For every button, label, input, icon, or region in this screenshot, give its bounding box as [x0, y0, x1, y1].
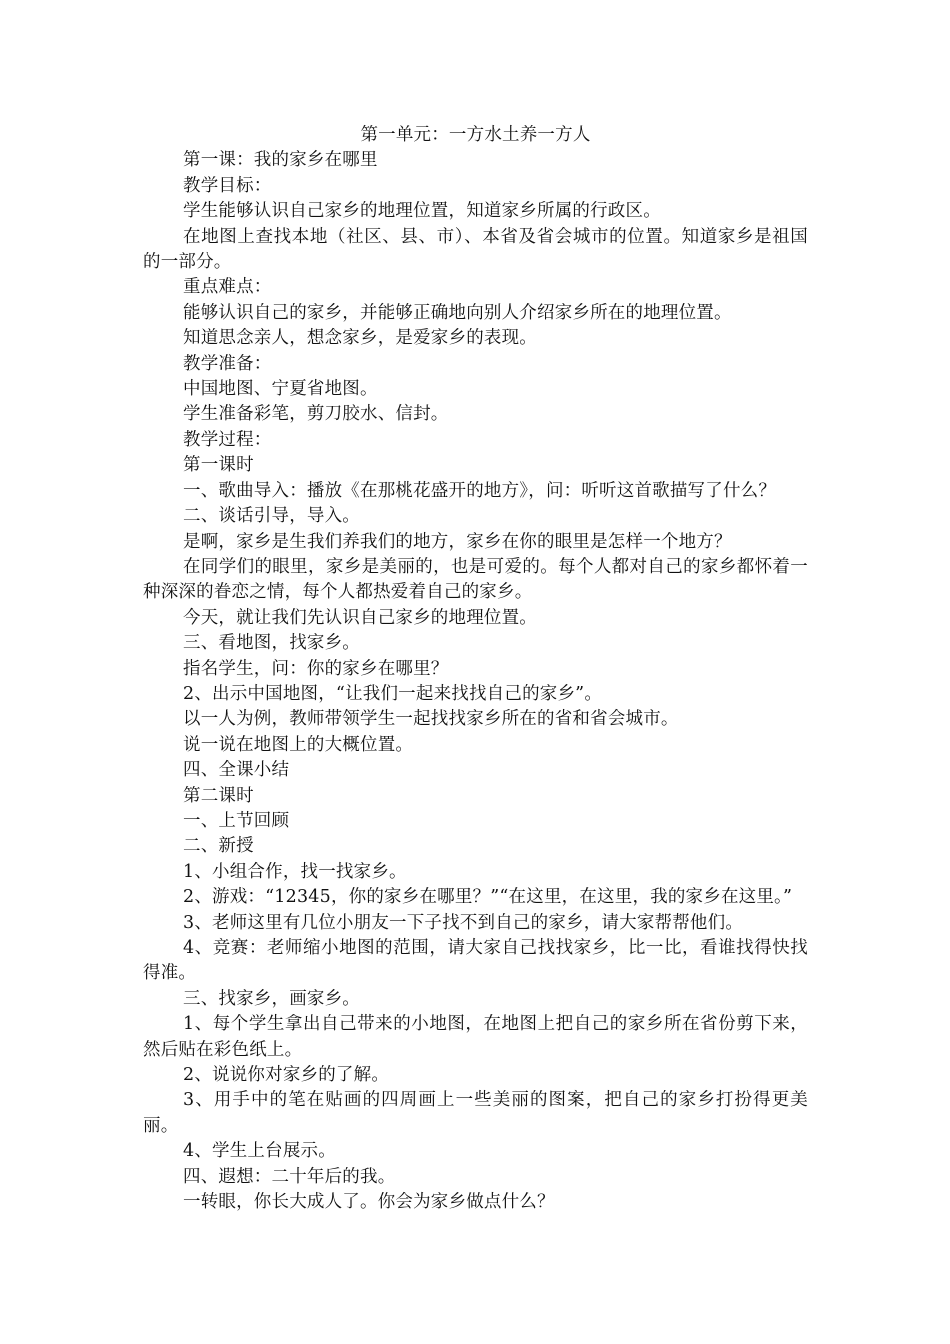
paragraph: 中国地图、宁夏省地图。: [183, 379, 378, 400]
paragraph: 学生能够认识自己家乡的地理位置，知道家乡所属的行政区。: [183, 201, 661, 222]
paragraph: 说一说在地图上的大概位置。: [183, 734, 414, 755]
paragraph-heading-preparation: 教学准备：: [183, 353, 272, 374]
paragraph: 1、每个学生拿出自己带来的小地图，在地图上把自己的家乡所在省份剪下来，然后贴在彩色纸上。: [143, 1014, 808, 1060]
paragraph: 在地图上查找本地（社区、县、市）、本省及省会城市的位置。知道家乡是祖国的一部分。: [143, 226, 808, 273]
paragraph: 4、竞赛：老师缩小地图的范围，请大家自己找找家乡，比一比，看谁找得快找得准。: [143, 938, 808, 984]
paragraph: 在同学们的眼里，家乡是美丽的，也是可爱的。每个人都对自己的家乡都怀着一种深深的眷恋之情，每个人都热爱着自己的家乡。: [143, 556, 808, 603]
paragraph: 2、说说你对家乡的了解。: [183, 1065, 390, 1086]
paragraph: 指名学生，问：你的家乡在哪里？: [183, 658, 449, 679]
paragraph: 三、看地图，找家乡。: [183, 633, 360, 654]
document-body: [143, 123, 808, 1215]
paragraph-lesson-title: 第一课：我的家乡在哪里: [183, 150, 378, 171]
paragraph: 以一人为例，教师带领学生一起找找家乡所在的省和省会城市。: [183, 709, 679, 730]
paragraph: 学生准备彩笔，剪刀胶水、信封。: [183, 404, 449, 425]
paragraph: 一转眼，你长大成人了。你会为家乡做点什么？: [183, 1192, 555, 1213]
paragraph: 2、游戏：“12345，你的家乡在哪里？”“在这里，在这里，我的家乡在这里。”: [183, 887, 793, 908]
paragraph: 今天，就让我们先认识自己家乡的地理位置。: [183, 607, 537, 628]
paragraph-heading-objectives: 教学目标：: [183, 175, 272, 196]
paragraph: 四、遐想：二十年后的我。: [183, 1166, 396, 1187]
paragraph: 知道思念亲人，想念家乡，是爱家乡的表现。: [183, 328, 537, 349]
paragraph: 3、老师这里有几位小朋友一下子找不到自己的家乡，请大家帮帮他们。: [183, 912, 744, 933]
paragraph: 4、学生上台展示。: [183, 1141, 336, 1162]
paragraph: 2、出示中国地图，“让我们一起来找找自己的家乡”。: [183, 683, 603, 704]
paragraph: 二、新授: [183, 836, 254, 857]
paragraph-heading-period-2: 第二课时: [183, 785, 254, 806]
paragraph-heading-key-points: 重点难点：: [183, 277, 272, 298]
paragraph: 一、歌曲导入：播放《在那桃花盛开的地方》，问：听听这首歌描写了什么？: [183, 480, 777, 501]
paragraph: 一、上节回顾: [183, 810, 290, 831]
paragraph: 3、用手中的笔在贴画的四周画上一些美丽的图案，把自己的家乡打扮得更美丽。: [143, 1090, 808, 1136]
paragraph: 二、谈话引导，导入。: [183, 506, 360, 527]
paragraph-heading-period-1: 第一课时: [183, 455, 254, 476]
paragraph: 能够认识自己的家乡，并能够正确地向别人介绍家乡所在的地理位置。: [183, 302, 732, 323]
paragraph-heading-process: 教学过程：: [183, 429, 272, 450]
paragraph: 是啊，家乡是生我们养我们的地方，家乡在你的眼里是怎样一个地方？: [183, 531, 732, 552]
paragraph: 四、全课小结: [183, 760, 290, 781]
paragraph: 1、小组合作，找一找家乡。: [183, 861, 407, 882]
document-title: 第一单元：一方水土养一方人: [360, 125, 591, 145]
paragraph: 三、找家乡，画家乡。: [183, 988, 360, 1009]
